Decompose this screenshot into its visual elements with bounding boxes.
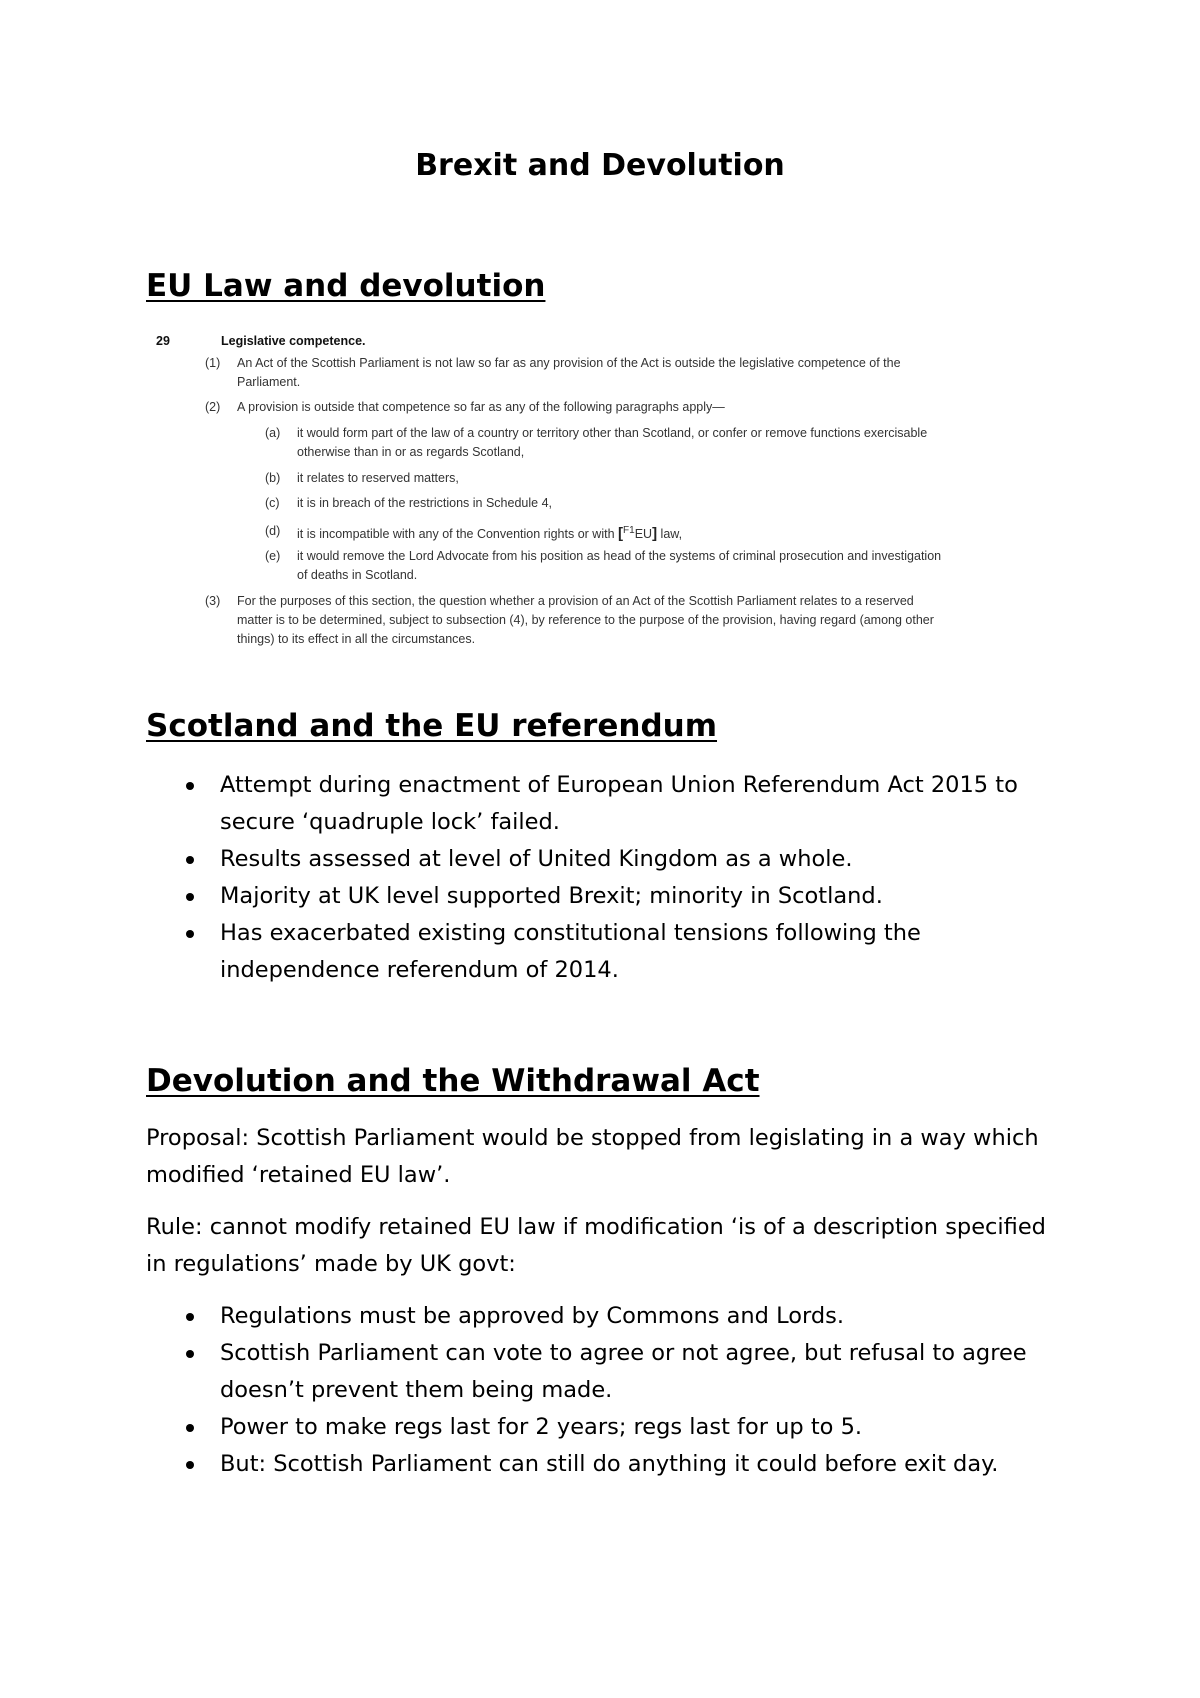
list-item-line: doesn’t prevent them being made.	[220, 1377, 613, 1403]
paragraph-text-before: it is incompatible with any of the Convention rights or with	[297, 527, 615, 542]
amendment-bracket-open: [	[618, 525, 624, 543]
list-item-line: Power to make regs last for 2 years; regs last for up to 5.	[220, 1414, 863, 1440]
subsection-text: For the purposes of this section, the question whether a provision of an Act of the Scottish Parliament relates to a reserved	[237, 594, 914, 608]
paragraph-line: in regulations’ made by UK govt:	[146, 1251, 516, 1277]
list-item	[180, 1298, 1080, 1335]
paragraph-text: it relates to reserved matters,	[297, 471, 459, 485]
withdrawal-bullet-list	[180, 1298, 1080, 1483]
bullet-icon	[186, 1424, 194, 1432]
paragraph-mark: (d)	[265, 524, 281, 538]
subsection-mark: (2)	[205, 400, 221, 414]
subsection-mark: (3)	[205, 594, 221, 608]
heading-referendum: Scotland and the EU referendum	[146, 708, 718, 744]
subsection-text: A provision is outside that competence so far as any of the following paragraphs apply—	[237, 400, 725, 414]
amendment-text: EU	[634, 527, 653, 542]
list-item-line: Scottish Parliament can vote to agree or not agree, but refusal to agree	[220, 1340, 1027, 1366]
list-item	[180, 841, 1080, 878]
list-item	[180, 1409, 1080, 1446]
paragraph-text: it is in breach of the restrictions in Schedule 4,	[297, 496, 552, 510]
paragraph-line: Rule: cannot modify retained EU law if modification ‘is of a description specified	[146, 1214, 1046, 1240]
list-item	[180, 767, 1080, 841]
paragraph-line: modified ‘retained EU law’.	[146, 1162, 451, 1188]
heading-withdrawal: Devolution and the Withdrawal Act	[146, 1063, 760, 1099]
rule-paragraph	[146, 1209, 1076, 1283]
amendment-ref: F1	[623, 525, 635, 536]
paragraph-text: it would remove the Lord Advocate from his position as head of the systems of criminal prosecution and investigation	[297, 549, 942, 563]
statute-section-title: Legislative competence.	[221, 334, 366, 348]
list-item-line: Regulations must be approved by Commons and Lords.	[220, 1303, 845, 1329]
subsection-text: Parliament.	[237, 375, 301, 389]
paragraph-mark: (c)	[265, 496, 280, 510]
amendment-bracket-close: ]	[652, 525, 658, 543]
paragraph-text: otherwise than in or as regards Scotland,	[297, 445, 525, 459]
paragraph-text	[297, 521, 682, 544]
page-title: Brexit and Devolution	[415, 148, 785, 183]
subsection-text: matter is to be determined, subject to subsection (4), by reference to the purpose of the provision, having regard (among other	[237, 613, 934, 627]
paragraph-mark: (e)	[265, 549, 281, 563]
paragraph-mark: (b)	[265, 471, 281, 485]
bullet-icon	[186, 1461, 194, 1469]
list-item-line: independence referendum of 2014.	[220, 957, 619, 983]
paragraph-mark: (a)	[265, 426, 281, 440]
list-item	[180, 1335, 1080, 1409]
list-item	[180, 878, 1080, 915]
subsection-text: things) to its effect in all the circumstances.	[237, 632, 476, 646]
list-item-line: secure ‘quadruple lock’ failed.	[220, 809, 560, 835]
list-item-line: Majority at UK level supported Brexit; minority in Scotland.	[220, 883, 883, 909]
proposal-paragraph	[146, 1120, 1076, 1194]
referendum-bullet-list	[180, 767, 1080, 989]
subsection-mark: (1)	[205, 356, 221, 370]
paragraph-text: of deaths in Scotland.	[297, 568, 418, 582]
paragraph-text-after: law,	[660, 527, 683, 542]
list-item	[180, 1446, 1080, 1483]
bullet-icon	[186, 1313, 194, 1321]
list-item-line: Has exacerbated existing constitutional tensions following the	[220, 920, 921, 946]
bullet-icon	[186, 893, 194, 901]
paragraph-line: Proposal: Scottish Parliament would be stopped from legislating in a way which	[146, 1125, 1039, 1151]
statute-section-number: 29	[156, 334, 170, 348]
list-item-line: But: Scottish Parliament can still do anything it could before exit day.	[220, 1451, 999, 1477]
bullet-icon	[186, 856, 194, 864]
bullet-icon	[186, 930, 194, 938]
heading-eu-law: EU Law and devolution	[146, 268, 546, 304]
bullet-icon	[186, 1350, 194, 1358]
bullet-icon	[186, 782, 194, 790]
subsection-text: An Act of the Scottish Parliament is not law so far as any provision of the Act is outside the legislative competence of the	[237, 356, 901, 370]
list-item-line: Results assessed at level of United Kingdom as a whole.	[220, 846, 853, 872]
paragraph-text: it would form part of the law of a country or territory other than Scotland, or confer or remove functions exercisable	[297, 426, 928, 440]
list-item	[180, 915, 1080, 989]
list-item-line: Attempt during enactment of European Union Referendum Act 2015 to	[220, 772, 1018, 798]
